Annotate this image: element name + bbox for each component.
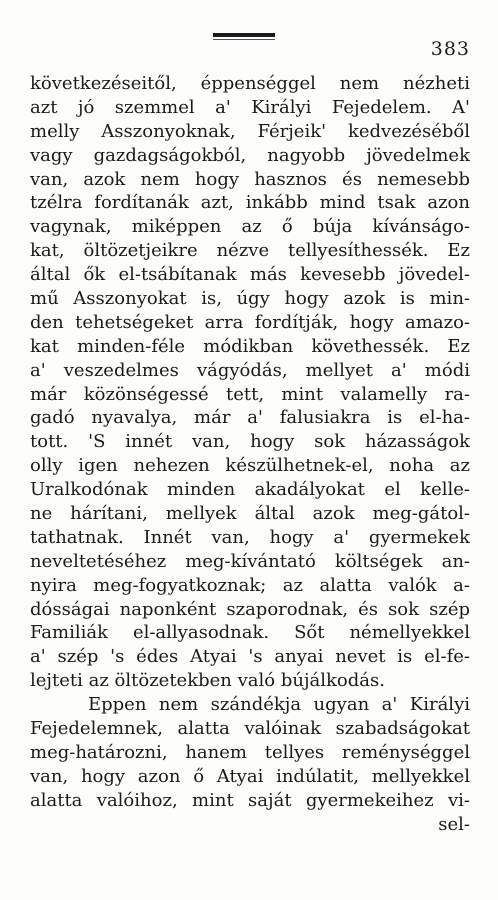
text-line: kat, öltözetjeikre nézve tellyesíthessék. Ez (30, 240, 470, 262)
text-line: Eppen nem szándékja ugyan a' Királyi (88, 694, 470, 716)
text-line: azt jó szemmel a' Királyi Fejedelem. A' (30, 96, 470, 118)
text-line: tzélra fordítanák azt, inkább mind tsak azon (30, 192, 470, 214)
text-line: gadó nyavalya, már a' falusiakra is el-ha- (30, 407, 470, 429)
body-text (30, 72, 470, 837)
text-line: által ők el-tsábítanak más kevesebb jövedel- (30, 264, 470, 286)
text-line: vagy gazdagságokból, nagyobb jövedelmek (30, 144, 470, 166)
text-line: a' veszedelmes vágyódás, mellyet a' módi (30, 359, 470, 381)
header-rule (213, 33, 275, 37)
text-line: meg-határozni, hanem tellyes reménységgel (30, 741, 470, 763)
text-line: Fejedelemnek, alatta valóinak szabadságokat (30, 718, 470, 740)
text-line: a' szép 's édes Atyai 's anyai nevet is el-fe- (30, 646, 470, 668)
text-line: következéseitől, éppenséggel nem nézheti (30, 73, 470, 94)
text-line: ne hárítani, mellyek által azok meg-gátol- (30, 503, 470, 525)
text-line: alatta valóihoz, mint saját gyermekeihez vi- (30, 789, 470, 811)
text-line: nyira meg-fogyatkoznak; az alatta valók a- (30, 574, 470, 596)
text-line: mű Asszonyokat is, úgy hogy azok is min- (30, 288, 470, 310)
text-line: Familiák el-allyasodnak. Sőt némellyekkel (30, 622, 470, 644)
text-line: olly igen nehezen készülhetnek-el, noha az (30, 455, 470, 477)
text-line: tott. 'S innét van, hogy sok házasságok (30, 431, 470, 453)
text-line: kat minden-féle módikban követhessék. Ez (30, 335, 470, 357)
text-line: neveltetéséhez meg-kívántató költségek an- (30, 550, 470, 572)
text-line: már közönségessé tett, mint valamelly ra- (30, 383, 470, 405)
catchword: sel- (438, 813, 470, 835)
text-line: lejteti az öltözetekben való bújálkodás. (30, 670, 385, 692)
text-line: Uralkodónak minden akadályokat el kelle- (30, 479, 470, 501)
text-line: den tehetségeket arra fordítják, hogy amazo- (30, 311, 470, 333)
text-line: van, hogy azon ő Atyai indúlatit, mellyekkel (30, 765, 470, 787)
text-line: dósságai naponként szaporodnak, és sok szép (30, 598, 470, 620)
text-line: vagynak, miképpen az ő búja kívánságo- (30, 216, 470, 238)
text-line: van, azok nem hogy hasznos és nemesebb (30, 168, 470, 190)
text-line: tathatnak. Innét van, hogy a' gyermekek (30, 526, 470, 548)
page-number: 383 (430, 38, 470, 60)
text-line: melly Asszonyoknak, Férjeik' kedvezéséből (30, 120, 470, 142)
